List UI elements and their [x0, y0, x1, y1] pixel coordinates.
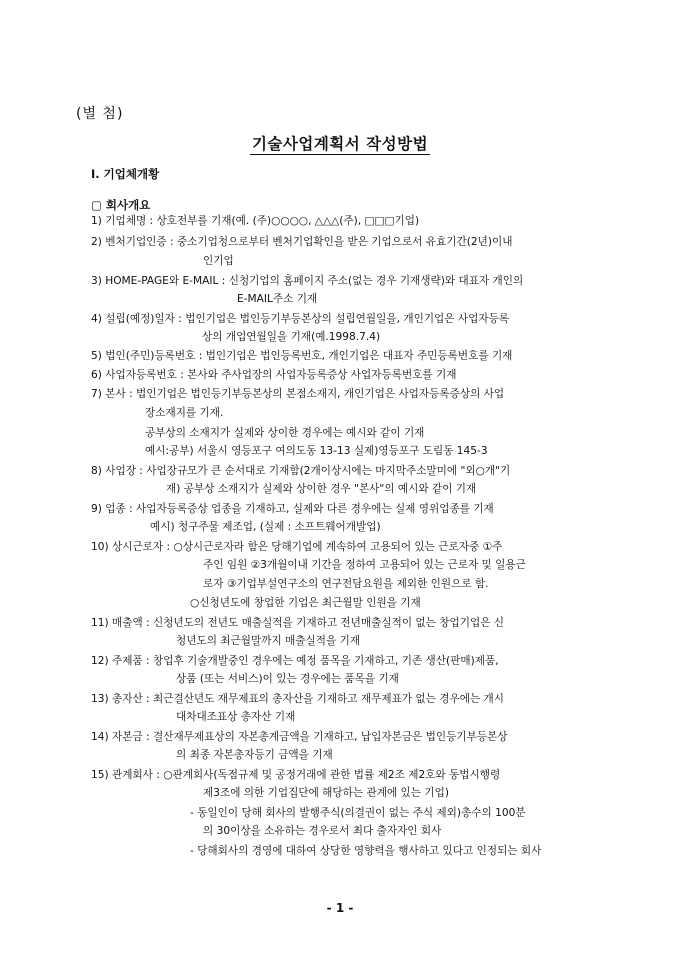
list-item-continuation: 대차대조표상 총자산 기재 — [176, 711, 296, 723]
list-item: 1) 기업체명 : 상호전부를 기재(예. (주)○○○○, △△△(주), □□□기업) — [91, 215, 420, 227]
sub-list-item-continuation: 의 30이상을 소유하는 경우로서 최다 출자자인 회사 — [203, 825, 442, 837]
list-item: 10) 상시근로자 : ○상시근로자라 함은 당해기업에 계속하여 고용되어 있는 근로자중 ①주 — [91, 541, 503, 553]
list-item: 4) 설립(예정)일자 : 법인기업은 법인등기부등본상의 설립연월일을, 개인기업은 사업자등록 — [91, 313, 510, 325]
list-item-continuation: 인기업 — [203, 255, 234, 267]
example-line: 예시) 청구주물 제조업, (실제 : 소프트웨어개발업) — [150, 521, 381, 533]
subsection-heading: ▢ 회사개요 — [91, 198, 151, 212]
list-item: 12) 주제품 : 창업후 기술개발중인 경우에는 예정 품목을 기재하고, 기존 생산(판매)제품, — [91, 655, 499, 667]
section-heading: Ⅰ. 기업체개황 — [91, 167, 160, 181]
list-item-continuation: 의 최종 자본총자등기 금액을 기재 — [176, 749, 333, 761]
list-item: 5) 법인(주민)등록번호 : 법인기업은 법인등록번호, 개인기업은 대표자 주민등록번호를 기재 — [91, 350, 513, 362]
list-item: 13) 총자산 : 최근결산년도 재무제표의 총자산을 기재하고 재무제표가 없는 경우에는 개시 — [91, 693, 505, 705]
list-item-continuation: ○신청년도에 창업한 기업은 최근월말 인원을 기재 — [190, 597, 421, 609]
list-item-continuation: 재) 공부상 소재지가 실제와 상이한 경우 "본사"의 예시와 같이 기재 — [166, 483, 477, 495]
sub-list-item: - 당해회사의 경영에 대하여 상당한 영향력을 행사하고 있다고 인정되는 회사 — [190, 845, 542, 857]
list-item-continuation: 주인 임원 ②3개월이내 기간을 정하여 고용되어 있는 근로자 및 일용근 — [203, 559, 526, 571]
list-item-continuation: E-MAIL주소 기재 — [237, 293, 318, 305]
document-title: 기술사업계획서 작성방법 — [251, 135, 429, 153]
list-item-continuation: 청년도의 최근월말까지 매출실적을 기재 — [176, 635, 361, 647]
example-line: 예시:공부) 서울시 영등포구 여의도동 13-13 실제)영등포구 도림동 145-3 — [145, 445, 488, 457]
list-item: 8) 사업장 : 사업장규모가 큰 순서대로 기재함(2개이상시에는 마지막주소말미에 "외○개"기 — [91, 465, 511, 477]
sub-list-item: - 동일인이 당해 회사의 발행주식(의결권이 없는 주식 제외)총수의 100분 — [190, 807, 526, 819]
list-item-continuation: 상의 개업연월일을 기재(예.1998.7.4) — [202, 331, 381, 343]
list-item: 14) 자본금 : 결산재무제표상의 자본총계금액을 기재하고, 납입자본금은 법인등기부등본상 — [91, 731, 508, 743]
list-item: 6) 사업자등록번호 : 본사와 주사업장의 사업자등록증상 사업자등록번호를 기재 — [91, 369, 457, 381]
list-item-continuation: 로자 ③기업부설연구소의 연구전담요원을 제외한 인원으로 함. — [203, 578, 489, 590]
list-item: 3) HOME-PAGE와 E-MAIL : 신청기업의 홈페이지 주소(없는 경우 기재생략)와 대표자 개인의 — [91, 275, 524, 287]
list-item: 7) 본사 : 법인기업은 법인등기부등본상의 본점소재지, 개인기업은 사업자등록증상의 사업 — [91, 388, 505, 400]
list-item-continuation: 공부상의 소재지가 실제와 상이한 경우에는 예시와 같이 기재 — [145, 427, 425, 439]
list-item-continuation: 상품 (또는 서비스)이 있는 경우에는 품목을 기재 — [176, 673, 399, 685]
list-item: 2) 벤처기업인증 : 중소기업청으로부터 벤처기업확인을 받은 기업으로서 유효기간(2년)이내 — [91, 236, 513, 248]
list-item-continuation: 제3조에 의한 기업집단에 해당하는 관계에 있는 기업) — [203, 787, 449, 799]
page-number: - 1 - — [326, 901, 354, 915]
list-item-continuation: 장소재지를 기재. — [145, 407, 224, 419]
list-item: 15) 관계회사 : ○관계회사(독점규제 및 공정거래에 관한 법률 제2조 제2호와 동법시행령 — [91, 769, 501, 781]
attachment-label: (별 첨) — [76, 106, 124, 122]
list-item: 9) 업종 : 사업자등록증상 업종을 기재하고, 실제와 다른 경우에는 실제 영위업종를 기재 — [91, 503, 494, 515]
list-item: 11) 매출액 : 신청년도의 전년도 매출실적을 기재하고 전년매출실적이 없는 창업기업은 신 — [91, 617, 505, 629]
